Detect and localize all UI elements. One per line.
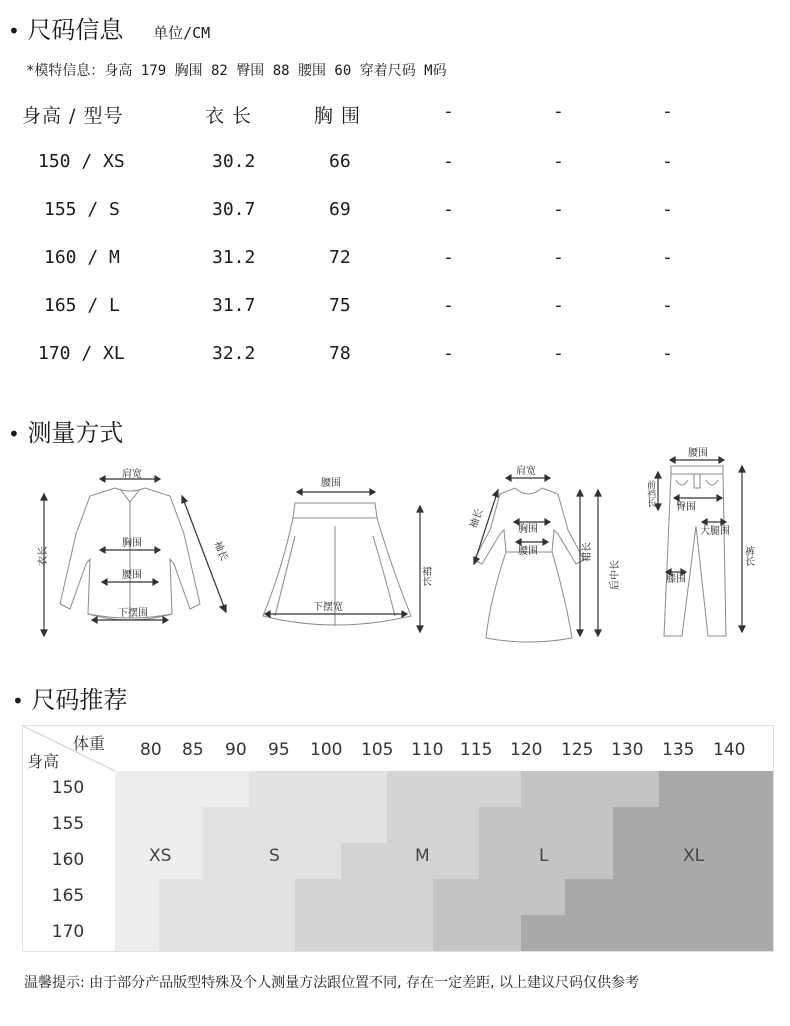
- row-empty: -: [553, 343, 564, 364]
- zone-l: [521, 771, 659, 807]
- zone-xs: [115, 915, 159, 951]
- pants-thigh-label: 大腿围: [700, 526, 730, 537]
- size-label-xl: XL: [683, 846, 705, 866]
- dress-shoulder-label: 肩宽: [516, 466, 536, 477]
- row-chest: 75: [329, 295, 351, 316]
- row-empty: -: [553, 247, 564, 268]
- weight-header: 135: [662, 740, 695, 760]
- skirt-length-label: 裙长: [419, 566, 431, 586]
- header-empty: -: [662, 101, 673, 122]
- zone-xs: [115, 879, 159, 915]
- row-length: 31.7: [212, 295, 256, 316]
- zone-xl: [659, 771, 773, 807]
- row-empty: -: [443, 199, 454, 220]
- zone-l: [433, 879, 565, 915]
- row-size: 155 / S: [44, 199, 120, 220]
- row-chest: 69: [329, 199, 351, 220]
- row-empty: -: [662, 151, 673, 172]
- zone-xl: [613, 807, 773, 843]
- shirt-shoulder-label: 肩宽: [122, 469, 142, 480]
- pants-diagram: [636, 446, 756, 646]
- dress-sleeve-label: 袖长: [468, 507, 486, 531]
- weight-header: 105: [361, 740, 394, 760]
- unit-label: 单位/CM: [153, 24, 211, 42]
- zone-xl: [521, 915, 773, 951]
- row-empty: -: [553, 151, 564, 172]
- pants-knee-label: 膝围: [666, 574, 686, 585]
- zone-l: [433, 915, 521, 951]
- height-row-label: 155: [51, 814, 85, 834]
- row-empty: -: [662, 343, 673, 364]
- row-chest: 78: [329, 343, 351, 364]
- dress-waist-label: 腰围: [518, 546, 538, 557]
- measure-heading: [8, 413, 123, 448]
- row-chest: 72: [329, 247, 351, 268]
- header-length: 衣 长: [205, 105, 253, 127]
- zone-m: [387, 771, 521, 807]
- row-length: 30.7: [212, 199, 256, 220]
- size-label-xs: XS: [149, 846, 172, 866]
- zone-m: [295, 915, 433, 951]
- height-row-label: 170: [51, 922, 85, 942]
- recommend-title: 尺码推荐: [31, 686, 128, 714]
- corner-height-label: 身高: [27, 752, 60, 771]
- size-staircase: [115, 771, 773, 951]
- recommend-heading: [12, 680, 127, 715]
- weight-header: 110: [411, 740, 444, 760]
- pants-rise-label: 前裆长: [645, 480, 655, 507]
- row-size: 165 / L: [44, 295, 120, 316]
- skirt-waist-label: 腰围: [321, 478, 341, 489]
- pants-hip-label: 臀围: [676, 502, 696, 513]
- row-size: 170 / XL: [38, 343, 125, 364]
- zone-xl: [565, 879, 773, 915]
- corner-weight-label: 体重: [73, 734, 106, 753]
- row-size: 160 / M: [44, 247, 120, 268]
- bullet-mark: •: [8, 422, 20, 446]
- row-length: 30.2: [212, 151, 256, 172]
- dress-length-label: 裙长: [582, 542, 593, 562]
- shirt-length-label: 衣长: [38, 546, 49, 566]
- pants-waist-label: 腰围: [688, 448, 708, 459]
- shirt-hem-label: 下摆围: [118, 608, 148, 619]
- row-empty: -: [662, 199, 673, 220]
- zone-xs: [115, 771, 249, 807]
- header-chest: 胸 围: [314, 105, 362, 127]
- bullet-mark: •: [12, 689, 24, 713]
- row-empty: -: [662, 247, 673, 268]
- shirt-waist-label: 腰围: [122, 570, 142, 581]
- height-row-label: 165: [51, 886, 85, 906]
- dress-center-back-label: 后中长: [610, 560, 621, 590]
- weight-header: 115: [460, 740, 493, 760]
- weight-header: 100: [310, 740, 343, 760]
- row-chest: 66: [329, 151, 351, 172]
- weight-header: 95: [268, 740, 290, 760]
- row-length: 32.2: [212, 343, 256, 364]
- zone-s: [249, 771, 387, 807]
- row-length: 31.2: [212, 247, 256, 268]
- zone-m: [341, 843, 479, 879]
- zone-s: [203, 807, 387, 843]
- dress-chest-label: 胸围: [518, 524, 538, 535]
- size-label-m: M: [415, 846, 430, 866]
- zone-m: [387, 807, 479, 843]
- size-info-heading: [8, 10, 210, 45]
- weight-header: 120: [510, 740, 543, 760]
- dress-diagram: [460, 460, 621, 642]
- zone-s: [159, 879, 295, 915]
- pants-length-label: 裤长: [742, 546, 754, 566]
- shirt-diagram: [30, 464, 240, 644]
- row-empty: -: [443, 247, 454, 268]
- height-row-label: 150: [51, 778, 85, 798]
- weight-header: 130: [611, 740, 644, 760]
- size-label-l: L: [539, 846, 549, 866]
- row-empty: -: [443, 343, 454, 364]
- recommend-grid: [22, 725, 774, 952]
- row-empty: -: [662, 295, 673, 316]
- height-row-label: 160: [51, 850, 85, 870]
- footer-note: 温馨提示: 由于部分产品版型特殊及个人测量方法跟位置不同, 存在一定差距, 以上建议尺码仅供参考: [24, 975, 639, 991]
- zone-xs: [115, 807, 203, 843]
- model-info: *模特信息：身高 179 胸围 82 臀围 88 腰围 60 穿着尺码 M码: [26, 63, 447, 79]
- header-height-type: 身高 / 型号: [22, 105, 124, 127]
- row-empty: -: [553, 199, 564, 220]
- weight-header: 85: [182, 740, 204, 760]
- size-label-s: S: [269, 846, 280, 866]
- measure-title: 测量方式: [27, 419, 124, 447]
- row-empty: -: [443, 295, 454, 316]
- weight-header: 125: [561, 740, 594, 760]
- skirt-diagram: [255, 466, 435, 641]
- header-empty: -: [443, 101, 454, 122]
- weight-header: 140: [713, 740, 746, 760]
- header-empty: -: [553, 101, 564, 122]
- zone-s: [159, 915, 295, 951]
- zone-l: [479, 807, 613, 843]
- weight-header: 90: [225, 740, 247, 760]
- shirt-sleeve-label: 袖长: [211, 539, 230, 563]
- row-empty: -: [553, 295, 564, 316]
- row-empty: -: [443, 151, 454, 172]
- size-info-title: 尺码信息: [27, 16, 124, 44]
- zone-m: [295, 879, 433, 915]
- bullet-mark: •: [8, 19, 20, 43]
- row-size: 150 / XS: [38, 151, 125, 172]
- skirt-hem-label: 下摆宽: [313, 602, 343, 613]
- shirt-chest-label: 胸围: [122, 538, 142, 549]
- weight-header: 80: [140, 740, 162, 760]
